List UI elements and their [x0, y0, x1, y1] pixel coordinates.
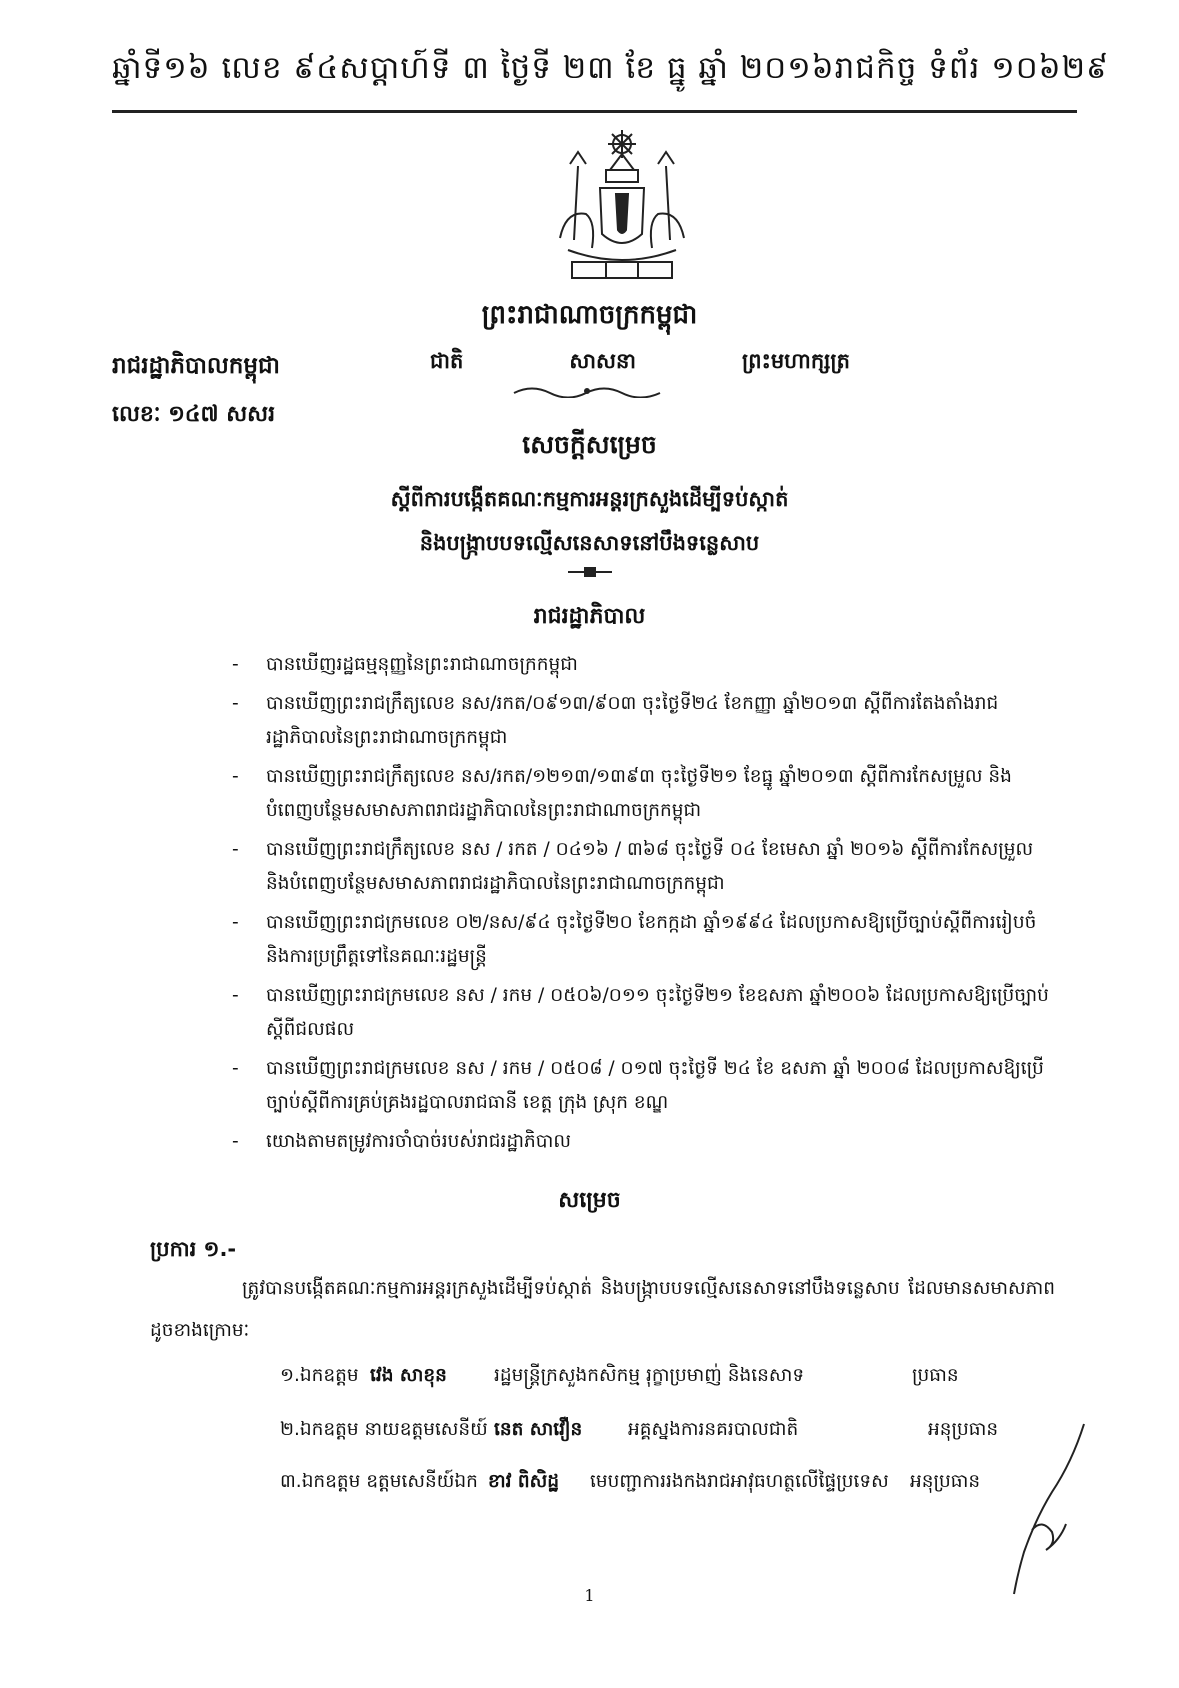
member-name: នេត សាវឿន — [494, 1419, 583, 1440]
header-year-issue: ឆ្នាំទី១៦ លេខ ៩៤ — [112, 49, 340, 86]
royal-coat-of-arms-icon — [556, 130, 688, 290]
header-date: សប្តាហ៍ទី ៣ ថ្ងៃទី ២៣ ខែ ធ្នូ ឆ្នាំ ២០១៦ — [339, 49, 835, 86]
member-role: ប្រធាន — [912, 1365, 959, 1386]
member-row — [280, 1364, 1070, 1391]
gazette-header — [112, 46, 1110, 96]
member-position: រដ្ឋមន្ត្រីក្រសួងកសិកម្ម រុក្ខាប្រមាញ់ និងនេសាទ — [494, 1365, 805, 1386]
small-ornament-icon — [566, 566, 614, 578]
motto-king: ព្រះមហាក្សត្រ — [742, 349, 850, 373]
issuing-authority: រាជរដ្ឋាភិបាលកម្ពុជា — [112, 353, 280, 379]
recital-item: - បានឃើញព្រះរាជក្រមលេខ នស / រកម / ០៥០៨ / ០១៧ ចុះថ្ងៃទី ២៤ ខែ ឧសភា ឆ្នាំ ២០០៨ ដែលប្រកាសឱ្យប្រើច្បាប់ស្តីពីការគ្រប់គ្រងរដ្ឋបាលរាជធានី ខេត្ត ក្រុង ស្រុក ខណ្ឌ — [232, 1058, 1044, 1113]
article-1-body: ត្រូវបានបង្កើតគណៈកម្មការអន្តរក្រសួងដើម្បីទប់ស្កាត់ និងបង្ក្រាបបទល្មើសនេសាទនៅបឹងទន្លេសាប ដែលមានសមាសភាពដូចខាងក្រោមៈ — [150, 1278, 1055, 1341]
page-number: 1 — [584, 1586, 595, 1605]
member-row — [280, 1418, 1070, 1445]
recitals-list — [232, 648, 1057, 1164]
subject-line-1: ស្តីពីការបង្កើតគណៈកម្មការអន្តរក្រសួងដើម្បីទប់ស្កាត់ — [390, 487, 789, 511]
article-1-heading: ប្រការ ១.- — [150, 1237, 237, 1261]
subject-line-2: និងបង្ក្រាបបទល្មើសនេសាទនៅបឹងទន្លេសាប — [419, 531, 760, 555]
recital-item: - បានឃើញព្រះរាជក្រឹត្យលេខ នស/រកត/០៩១៣/៩០៣ ចុះថ្ងៃទី២៤ ខែកញ្ញា ឆ្នាំ២០១៣ ស្តីពីការតែងតាំងរាជរដ្ឋាភិបាលនៃព្រះរាជាណាចក្រកម្ពុជា — [232, 693, 999, 748]
member-title: ២.ឯកឧត្តម នាយឧត្តមសេនីយ៍ — [280, 1419, 488, 1440]
header-page: រាជកិច្ច ទំព័រ ១០៦២៩ — [834, 49, 1110, 86]
document-number: លេខៈ ១៤៧ សសរ — [112, 402, 276, 427]
recital-item: - យោងតាមតម្រូវការចាំបាច់របស់រាជរដ្ឋាភិបាល — [232, 1131, 571, 1152]
recital-item: - បានឃើញព្រះរាជក្រឹត្យលេខ នស/រកត/១២១៣/១៣៩៣ ចុះថ្ងៃទី២១ ខែធ្នូ ឆ្នាំ២០១៣ ស្តីពីការកែសម្រួល និងបំពេញបន្ថែមសមាសភាពរាជរដ្ឋាភិបាលនៃព្រះរាជាណាចក្រកម្ពុជា — [232, 766, 1012, 821]
government-heading: រាជរដ្ឋាភិបាល — [533, 604, 646, 629]
national-motto — [430, 348, 850, 379]
motto-religion: សាសនា — [569, 349, 636, 373]
member-role: អនុប្រធាន — [928, 1419, 999, 1440]
handwritten-signature — [1012, 1422, 1102, 1598]
member-name: ខាវ ពិសិដ្ឋ — [488, 1471, 560, 1492]
recital-item: - បានឃើញរដ្ឋធម្មនុញ្ញនៃព្រះរាជាណាចក្រកម្ពុជា — [232, 654, 578, 675]
member-name: វេង សាខុន — [370, 1365, 447, 1386]
member-title: ១.ឯកឧត្តម — [280, 1365, 359, 1386]
member-role: អនុប្រធាន — [910, 1471, 981, 1492]
recital-item: - បានឃើញព្រះរាជក្រមលេខ ០២/នស/៩៤ ចុះថ្ងៃទី២០ ខែកក្កដា ឆ្នាំ១៩៩៤ ដែលប្រកាសឱ្យប្រើច្បាប់ស្តីពីការរៀបចំ និងការប្រព្រឹត្តទៅនៃគណៈរដ្ឋមន្ត្រី — [232, 912, 1037, 967]
member-row — [280, 1470, 1070, 1497]
document-title: សេចក្តីសម្រេច — [522, 430, 657, 459]
header-rule — [112, 110, 1077, 113]
member-position: មេបញ្ជាការរងកងរាជអាវុធហត្ថលើផ្ទៃប្រទេស — [590, 1471, 889, 1492]
member-position: អគ្គស្នងការនគរបាលជាតិ — [628, 1419, 799, 1440]
motto-nation: ជាតិ — [430, 349, 464, 373]
member-title: ៣.ឯកឧត្តម ឧត្តមសេនីយ៍ឯក — [280, 1471, 478, 1492]
recital-item: - បានឃើញព្រះរាជក្រឹត្យលេខ នស / រកត / ០៤១៦ / ៣៦៨ ចុះថ្ងៃទី ០៤ ខែមេសា ឆ្នាំ ២០១៦ ស្តីពីការកែសម្រួល និងបំពេញបន្ថែមសមាសភាពរាជរដ្ឋាភិបាលនៃព្រះរាជាណាចក្រកម្ពុជា — [232, 839, 1034, 894]
ornament-divider-icon — [512, 384, 662, 398]
recital-item: - បានឃើញព្រះរាជក្រមលេខ នស / រកម / ០៥០៦/០១១ ចុះថ្ងៃទី២១ ខែឧសភា ឆ្នាំ២០០៦ ដែលប្រកាសឱ្យប្រើច្បាប់ស្តីពីជលផល — [232, 985, 1049, 1040]
decision-heading: សម្រេច — [558, 1188, 621, 1213]
kingdom-title: ព្រះរាជាណាចក្រកម្ពុជា — [481, 300, 698, 330]
